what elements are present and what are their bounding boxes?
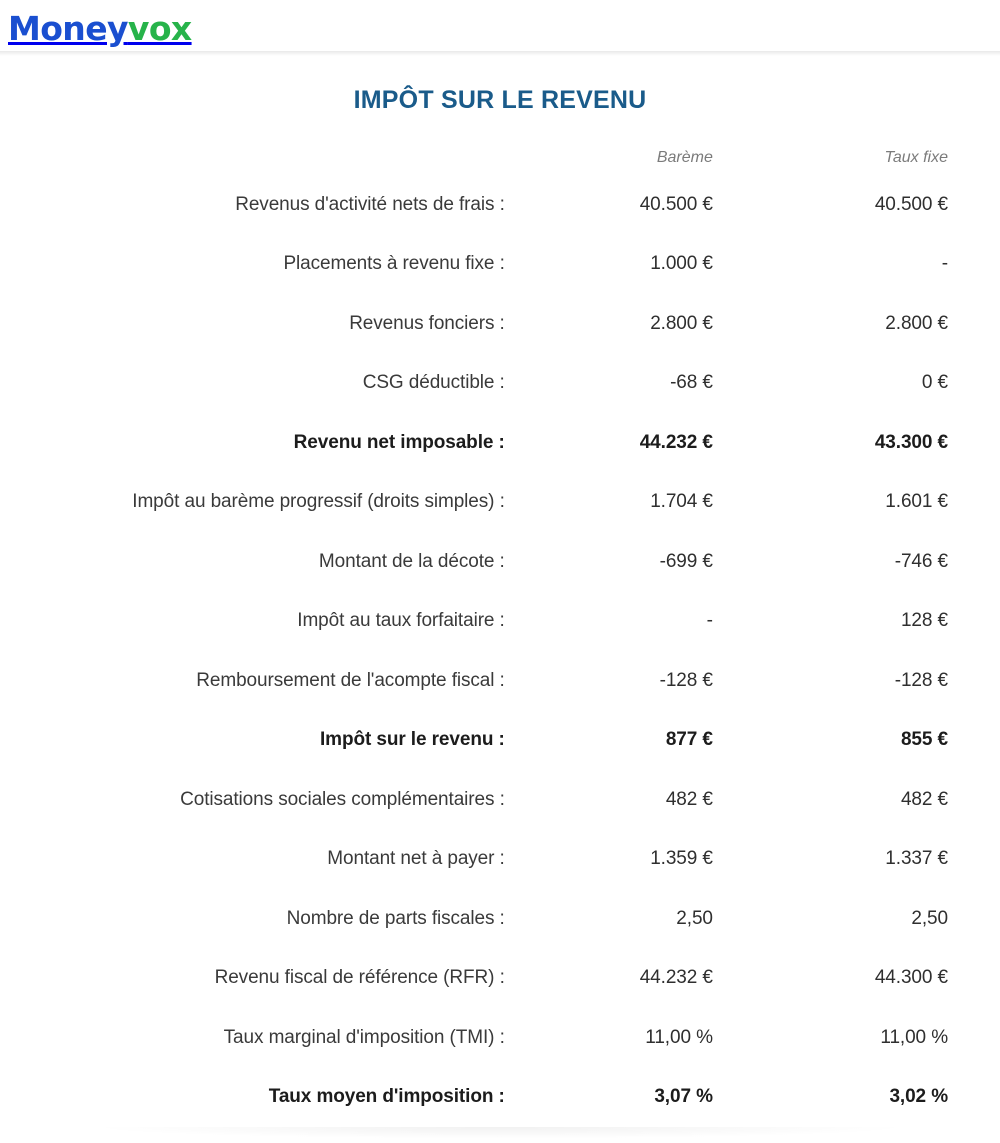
page-title: IMPÔT SUR LE REVENU bbox=[353, 86, 647, 114]
table-header-row bbox=[26, 141, 974, 175]
row-label: Placements à revenu fixe : bbox=[283, 253, 505, 275]
table-row bbox=[26, 294, 974, 354]
row-label: Taux marginal d'imposition (TMI) : bbox=[223, 1026, 505, 1048]
row-value-taux-fixe: 2.800 € bbox=[885, 312, 948, 334]
row-value-bareme: 44.232 € bbox=[639, 967, 713, 989]
row-value-taux-fixe: 128 € bbox=[900, 610, 948, 632]
table-row bbox=[26, 175, 974, 235]
row-label: Montant de la décote : bbox=[318, 550, 505, 572]
table-row bbox=[26, 1008, 974, 1068]
row-label: Impôt sur le revenu : bbox=[319, 729, 505, 751]
row-label: Impôt au taux forfaitaire : bbox=[297, 610, 505, 632]
row-value-taux-fixe: 1.337 € bbox=[885, 848, 948, 870]
row-value-taux-fixe: 3,02 % bbox=[889, 1086, 948, 1108]
row-value-taux-fixe: 11,00 % bbox=[880, 1026, 948, 1048]
row-value-bareme: 482 € bbox=[665, 788, 713, 810]
row-value-taux-fixe: 44.300 € bbox=[874, 967, 948, 989]
site-header bbox=[0, 0, 1000, 56]
row-value-bareme: 40.500 € bbox=[639, 193, 713, 215]
row-value-bareme: - bbox=[706, 610, 713, 632]
table-row bbox=[26, 413, 974, 473]
row-value-taux-fixe: - bbox=[941, 253, 948, 275]
row-value-taux-fixe: 2,50 bbox=[911, 907, 948, 929]
moneyvox-logo[interactable] bbox=[8, 8, 192, 48]
row-value-bareme: 1.704 € bbox=[650, 491, 713, 513]
row-label: Remboursement de l'acompte fiscal : bbox=[196, 669, 505, 691]
row-value-taux-fixe: 855 € bbox=[900, 729, 948, 751]
row-label: Nombre de parts fiscales : bbox=[286, 907, 505, 929]
row-label: Revenu fiscal de référence (RFR) : bbox=[214, 967, 505, 989]
table-body bbox=[26, 175, 974, 1127]
row-label: Montant net à payer : bbox=[327, 848, 505, 870]
row-value-bareme: 877 € bbox=[665, 729, 713, 751]
table-row bbox=[26, 473, 974, 533]
logo-text-vox: vox bbox=[127, 8, 192, 48]
table-row bbox=[26, 889, 974, 949]
row-value-taux-fixe: 40.500 € bbox=[874, 193, 948, 215]
tax-summary-table bbox=[26, 141, 974, 1127]
table-row bbox=[26, 235, 974, 295]
row-label: Revenus fonciers : bbox=[349, 312, 505, 334]
row-value-bareme: -68 € bbox=[670, 372, 713, 394]
column-header-label bbox=[26, 141, 505, 175]
table-row bbox=[26, 711, 974, 771]
column-header-bareme: Barème bbox=[656, 149, 713, 166]
logo-text-money: Money bbox=[8, 8, 128, 48]
row-value-taux-fixe: -128 € bbox=[894, 669, 948, 691]
table-row bbox=[26, 592, 974, 652]
row-value-bareme: 1.000 € bbox=[650, 253, 713, 275]
table-row bbox=[26, 770, 974, 830]
row-value-bareme: 3,07 % bbox=[654, 1086, 713, 1108]
row-label: Taux moyen d'imposition : bbox=[268, 1086, 505, 1108]
row-label: Impôt au barème progressif (droits simples) : bbox=[132, 491, 505, 513]
row-label: Cotisations sociales complémentaires : bbox=[180, 788, 505, 810]
row-value-taux-fixe: 0 € bbox=[921, 372, 948, 394]
table-header bbox=[26, 141, 974, 175]
row-value-taux-fixe: -746 € bbox=[894, 550, 948, 572]
table-row bbox=[26, 830, 974, 890]
table-row bbox=[26, 1068, 974, 1128]
row-value-bareme: 44.232 € bbox=[639, 431, 713, 453]
row-label: Revenu net imposable : bbox=[293, 431, 505, 453]
row-value-bareme: 2,50 bbox=[676, 907, 713, 929]
row-value-bareme: 1.359 € bbox=[650, 848, 713, 870]
row-value-bareme: -128 € bbox=[659, 669, 713, 691]
row-value-bareme: 11,00 % bbox=[645, 1026, 713, 1048]
row-value-bareme: -699 € bbox=[659, 550, 713, 572]
row-value-taux-fixe: 43.300 € bbox=[874, 431, 948, 453]
table-row bbox=[26, 354, 974, 414]
table-row bbox=[26, 532, 974, 592]
column-header-taux-fixe: Taux fixe bbox=[884, 149, 948, 166]
row-label: CSG déductible : bbox=[362, 372, 505, 394]
row-label: Revenus d'activité nets de frais : bbox=[235, 193, 505, 215]
table-row bbox=[26, 949, 974, 1009]
row-value-bareme: 2.800 € bbox=[650, 312, 713, 334]
table-row bbox=[26, 651, 974, 711]
row-value-taux-fixe: 1.601 € bbox=[885, 491, 948, 513]
tax-result-card bbox=[26, 56, 974, 1127]
row-value-taux-fixe: 482 € bbox=[900, 788, 948, 810]
